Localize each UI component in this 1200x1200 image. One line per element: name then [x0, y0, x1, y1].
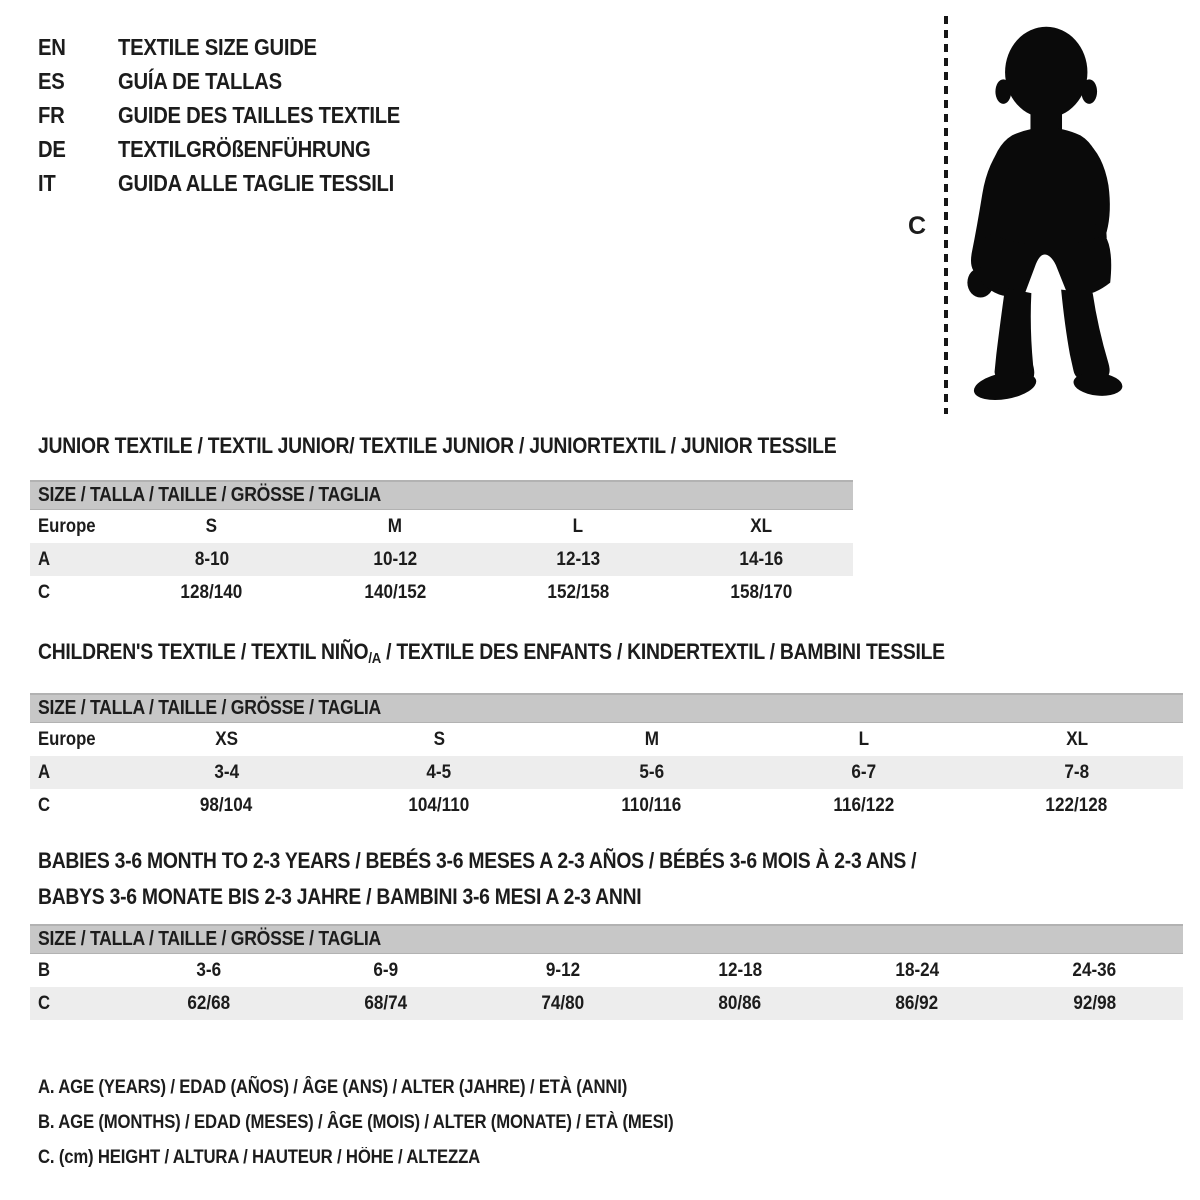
table-cell: 98/104: [200, 795, 253, 816]
childrens-size-header-bar: [30, 693, 1183, 723]
table-cell: 92/98: [1073, 993, 1116, 1014]
row-label: B: [38, 960, 51, 981]
table-cell: 12-13: [556, 549, 600, 570]
childrens-title-subscript: /A: [368, 650, 381, 667]
table-row-europe: [30, 723, 1183, 756]
footnote-a-text: A. AGE (YEARS) / EDAD (AÑOS) / ÂGE (ANS) / ALTER (JAHRE) / ETÀ (ANNI): [38, 1077, 628, 1098]
height-measure-label: C: [908, 212, 927, 240]
row-label: C: [38, 993, 51, 1014]
lang-title-de: TEXTILGRÖßENFÜHRUNG: [118, 136, 371, 162]
table-cell: 122/128: [1045, 795, 1108, 816]
table-cell: 110/116: [621, 795, 682, 816]
junior-size-table-rows: [30, 510, 853, 609]
junior-size-table: [30, 480, 853, 609]
table-row-b: [30, 954, 1183, 987]
babies-textile-title: [38, 843, 1183, 915]
table-cell: XS: [214, 729, 238, 750]
lang-title-fr: GUIDE DES TAILLES TEXTILE: [118, 102, 401, 128]
table-cell: L: [858, 729, 870, 750]
table-row-c: [30, 576, 853, 609]
table-cell: 24-36: [1072, 960, 1117, 981]
table-cell: 6-9: [373, 960, 399, 981]
row-label: A: [38, 549, 51, 570]
table-cell: 80/86: [718, 993, 762, 1014]
childrens-size-table: [30, 693, 1183, 822]
table-cell: S: [205, 516, 218, 537]
row-label: C: [38, 795, 51, 816]
footnote-c-text: C. (cm) HEIGHT / ALTURA / HAUTEUR / HÖHE / ALTEZZA: [38, 1147, 481, 1168]
table-cell: 7-8: [1064, 762, 1090, 783]
junior-size-header-label: SIZE / TALLA / TAILLE / GRÖSSE / TAGLIA: [38, 484, 382, 506]
table-cell: 74/80: [541, 993, 585, 1014]
lang-title-it: GUIDA ALLE TAGLIE TESSILI: [118, 170, 395, 196]
lang-title-es: GUÍA DE TALLAS: [118, 68, 282, 94]
table-cell: 68/74: [364, 993, 408, 1014]
table-row-europe: [30, 510, 853, 543]
row-label: Europe: [38, 516, 96, 537]
table-row-c: [30, 789, 1183, 822]
footnote-b-text: B. AGE (MONTHS) / EDAD (MESES) / ÂGE (MOIS) / ALTER (MONATE) / ETÀ (MESI): [38, 1112, 674, 1133]
childrens-size-table-rows: [30, 723, 1183, 822]
childrens-title-suffix: / TEXTILE DES ENFANTS / KINDERTEXTIL / BAMBINI TESSILE: [380, 639, 945, 664]
row-label: Europe: [38, 729, 96, 750]
childrens-size-header-label: SIZE / TALLA / TAILLE / GRÖSSE / TAGLIA: [38, 697, 382, 719]
table-cell: 14-16: [739, 549, 784, 570]
language-title-list: [38, 30, 439, 200]
babies-textile-section: [30, 843, 1183, 1020]
table-cell: 3-4: [213, 762, 239, 783]
junior-size-header-bar: [30, 480, 853, 510]
table-cell: XL: [1065, 729, 1088, 750]
junior-textile-title-text: JUNIOR TEXTILE / TEXTIL JUNIOR/ TEXTILE JUNIOR / JUNIORTEXTIL / JUNIOR TESSILE: [38, 433, 837, 458]
toddler-silhouette-icon: [956, 12, 1140, 420]
table-cell: 9-12: [545, 960, 581, 981]
table-cell: 12-18: [718, 960, 762, 981]
table-cell: 152/158: [547, 582, 610, 603]
table-cell: S: [433, 729, 445, 750]
table-cell: 140/152: [363, 582, 426, 603]
table-row-a: [30, 756, 1183, 789]
row-label: C: [38, 582, 51, 603]
babies-title-line-2: BABYS 3-6 MONATE BIS 2-3 JAHRE / BAMBINI 3-6 MESI A 2-3 ANNI: [38, 884, 642, 909]
footnote-legend: [38, 1070, 760, 1175]
table-row-a: [30, 543, 853, 576]
row-label: A: [38, 762, 51, 783]
footnote-b: [38, 1105, 760, 1140]
table-cell: 5-6: [639, 762, 664, 783]
table-cell: 18-24: [895, 960, 940, 981]
childrens-textile-title-text: [38, 640, 945, 671]
table-cell: 62/68: [187, 993, 230, 1014]
table-cell: 158/170: [730, 582, 793, 603]
babies-title-line-1: BABIES 3-6 MONTH TO 2-3 YEARS / BEBÉS 3-6 MESES A 2-3 AÑOS / BÉBÉS 3-6 MOIS À 2-3 ANS /: [38, 848, 917, 873]
table-cell: 6-7: [851, 762, 877, 783]
childrens-textile-section: [30, 640, 1183, 822]
table-cell: 128/140: [180, 582, 243, 603]
childrens-title-prefix: CHILDREN'S TEXTILE / TEXTIL NIÑO: [38, 639, 369, 664]
table-cell: L: [572, 516, 584, 537]
table-cell: 104/110: [408, 795, 470, 816]
table-cell: 10-12: [372, 549, 417, 570]
table-cell: 4-5: [426, 762, 452, 783]
junior-textile-title: [38, 434, 945, 458]
childrens-textile-title: [38, 640, 1183, 671]
babies-size-table-rows: [30, 954, 1183, 1020]
height-measure-dashed-line: [944, 16, 948, 414]
table-cell: 8-10: [194, 549, 229, 570]
lang-code-en: EN: [38, 34, 66, 60]
babies-size-header-bar: [30, 924, 1183, 954]
lang-code-de: DE: [38, 136, 66, 162]
footnote-a: [38, 1070, 760, 1105]
lang-code-es: ES: [38, 68, 65, 94]
table-cell: M: [387, 516, 402, 537]
lang-code-it: IT: [38, 170, 56, 196]
table-cell: 3-6: [196, 960, 221, 981]
table-row-c: [30, 987, 1183, 1020]
lang-code-fr: FR: [38, 102, 65, 128]
junior-textile-section: [30, 434, 945, 609]
footnote-c: [38, 1140, 760, 1175]
table-cell: 116/122: [833, 795, 895, 816]
babies-size-header-label: SIZE / TALLA / TAILLE / GRÖSSE / TAGLIA: [38, 928, 382, 950]
lang-title-en: TEXTILE SIZE GUIDE: [118, 34, 317, 60]
babies-size-table: [30, 924, 1183, 1020]
table-cell: 86/92: [895, 993, 939, 1014]
table-cell: M: [644, 729, 659, 750]
table-cell: XL: [750, 516, 773, 537]
